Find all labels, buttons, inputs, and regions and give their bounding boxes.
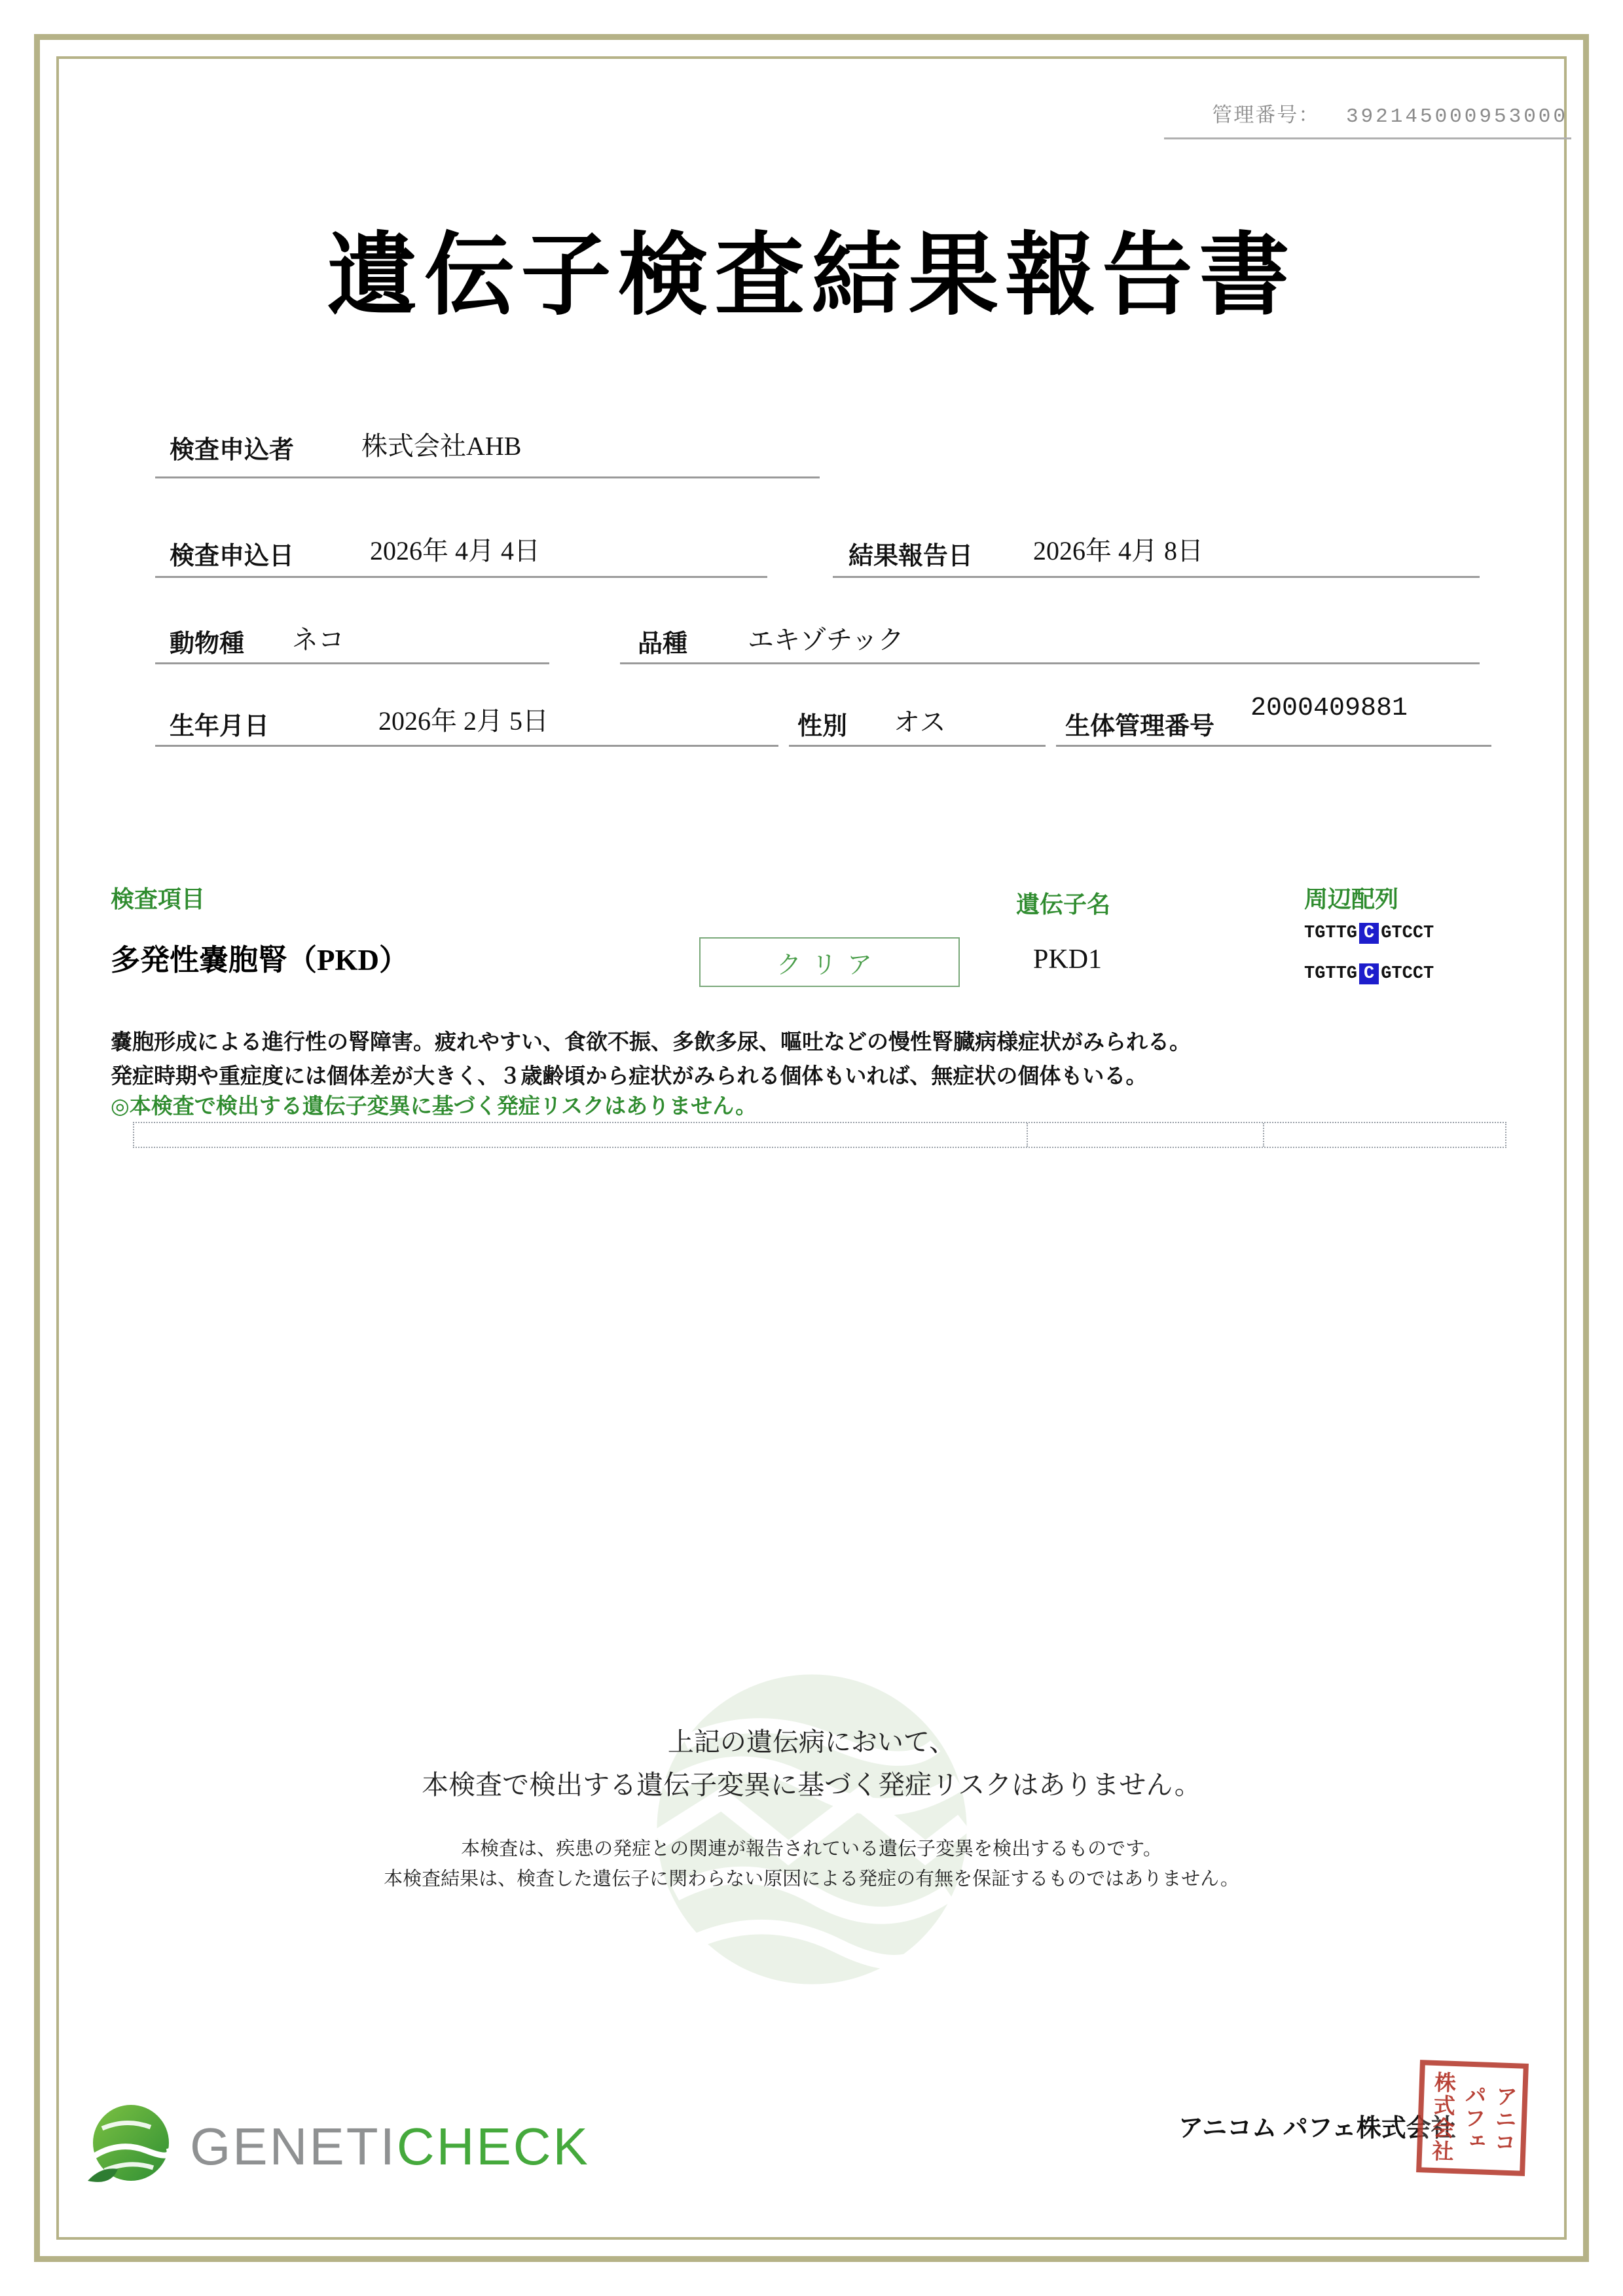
disease-description-line2: 発症時期や重症度には個体差が大きく、３歳齢頃から症状がみられる個体もいれば、無症状の個体もいる。 bbox=[111, 1065, 1148, 1088]
summary-note1: 本検査は、疾患の発症との関連が報告されている遺伝子変異を検出するものです。 bbox=[461, 1839, 1162, 1859]
summary-note2: 本検査結果は、検査した遺伝子に関わらない原因による発症の有無を保証するものではありません。 bbox=[384, 1869, 1239, 1890]
management-number-value: 392145000953000 bbox=[1345, 105, 1568, 128]
report-date-underline bbox=[833, 576, 1480, 578]
summary-line2: 本検査で検出する遺伝子変異に基づく発症リスクはありません。 bbox=[422, 1770, 1201, 1800]
report-date-label: 結果報告日 bbox=[848, 543, 974, 570]
risk-note: ◎本検査で検出する遺伝子変異に基づく発症リスクはありません。 bbox=[111, 1095, 757, 1119]
gene-name-header: 遺伝子名 bbox=[1016, 891, 1111, 918]
gene-name-value: PKD1 bbox=[1033, 944, 1103, 975]
sequence-allele-2 bbox=[1304, 963, 1434, 984]
seal-column: 株式会社 bbox=[1428, 2070, 1455, 2163]
table-column-divider bbox=[1027, 1123, 1028, 1147]
sequence-prefix: TGTTG bbox=[1304, 924, 1358, 943]
management-number-underline bbox=[1164, 137, 1571, 139]
result-value: クリア bbox=[776, 951, 883, 979]
sequence-variant-highlight: C bbox=[1359, 923, 1379, 944]
company-name: アニコム パフェ株式会社 bbox=[1178, 2115, 1456, 2142]
apply-date-underline bbox=[155, 576, 767, 578]
applicant-label: 検査申込者 bbox=[170, 437, 295, 464]
management-number-label: 管理番号： bbox=[1212, 103, 1321, 126]
empty-result-table-row bbox=[133, 1122, 1506, 1148]
sex-label: 性別 bbox=[797, 713, 848, 740]
animal-id-value: 2000409881 bbox=[1250, 694, 1408, 723]
sequence-suffix: GTCCT bbox=[1381, 924, 1434, 943]
page-title: 遺伝子検査結果報告書 bbox=[327, 226, 1296, 326]
management-number-row bbox=[1212, 98, 1568, 128]
breed-label: 品種 bbox=[638, 630, 688, 658]
report-date-value: 2026年 4月 8日 bbox=[1033, 536, 1203, 565]
seal-column: パフェ bbox=[1459, 2083, 1486, 2153]
geneticheck-logo bbox=[84, 2101, 590, 2193]
species-value: ネコ bbox=[292, 625, 344, 655]
disease-description-line1: 嚢胞形成による進行性の腎障害。疲れやすい、食欲不振、多飲多尿、嘔吐などの慢性腎臓病様症状がみられる。 bbox=[111, 1031, 1191, 1054]
table-column-divider bbox=[1263, 1123, 1264, 1147]
test-item-header: 検査項目 bbox=[111, 886, 206, 912]
apply-date-value: 2026年 4月 4日 bbox=[370, 536, 540, 565]
sequence-allele-1 bbox=[1304, 923, 1434, 944]
apply-date-label: 検査申込日 bbox=[170, 543, 295, 570]
animal-id-label: 生体管理番号 bbox=[1065, 713, 1215, 740]
sequence-header: 周辺配列 bbox=[1304, 886, 1399, 912]
animal-id-underline bbox=[1056, 745, 1491, 747]
breed-value: エキゾチック bbox=[748, 625, 904, 655]
breed-underline bbox=[620, 662, 1480, 664]
sex-underline bbox=[789, 745, 1046, 747]
applicant-value: 株式会社AHB bbox=[361, 431, 522, 461]
species-label: 動物種 bbox=[170, 630, 245, 658]
species-underline bbox=[155, 662, 549, 664]
sequence-variant-highlight: C bbox=[1359, 963, 1379, 984]
birth-date-value: 2026年 2月 5日 bbox=[378, 706, 549, 736]
summary-line1: 上記の遺伝病において、 bbox=[667, 1728, 956, 1757]
geneticheck-wordmark bbox=[190, 2117, 590, 2177]
company-seal-stamp bbox=[1416, 2060, 1529, 2176]
leaf-globe-watermark bbox=[645, 1662, 979, 1996]
birth-date-underline bbox=[155, 745, 778, 747]
wordmark-geneti: GENETI bbox=[190, 2117, 397, 2176]
birth-date-label: 生年月日 bbox=[170, 713, 270, 740]
applicant-underline bbox=[155, 476, 820, 478]
sequence-prefix: TGTTG bbox=[1304, 964, 1358, 984]
result-box bbox=[699, 937, 960, 987]
test-item-name: 多発性嚢胞腎（PKD） bbox=[111, 944, 409, 977]
seal-column: アニコ bbox=[1490, 2084, 1517, 2154]
geneticheck-leaf-ball-icon bbox=[84, 2101, 175, 2193]
sex-value: オス bbox=[894, 708, 946, 737]
sequence-suffix: GTCCT bbox=[1381, 964, 1434, 984]
wordmark-check: CHECK bbox=[396, 2117, 590, 2176]
